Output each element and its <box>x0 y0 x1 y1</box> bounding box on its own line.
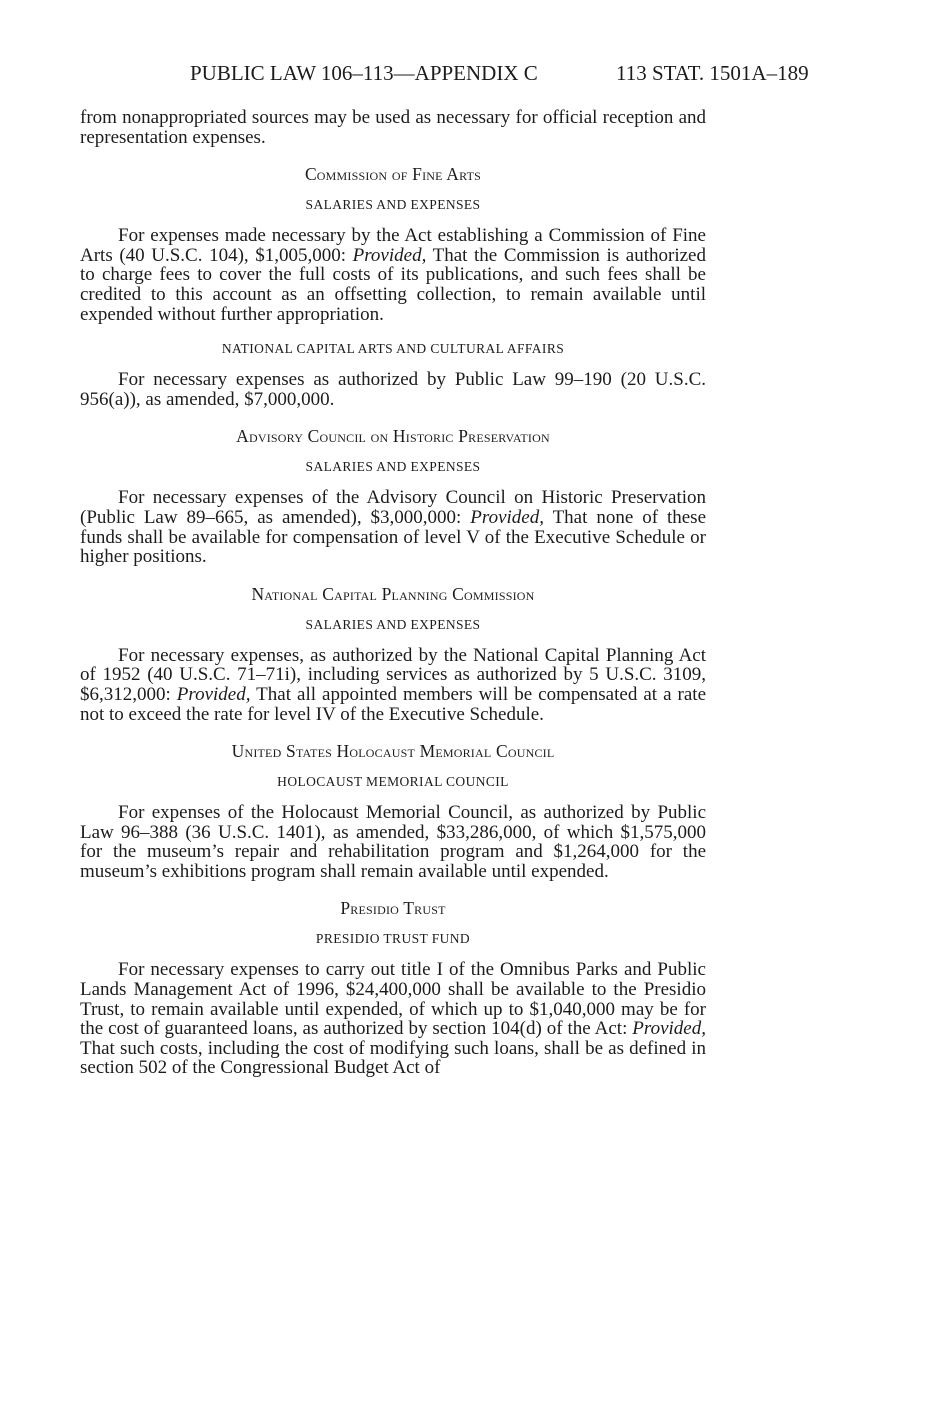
account-heading-holocaust: HOLOCAUST MEMORIAL COUNCIL <box>277 774 509 790</box>
continued-paragraph: from nonappropriated sources may be used as necessary for official reception and representation expenses. <box>80 107 706 148</box>
agency-heading-advisory-council: Advisory Council on Historic Preservation <box>236 426 550 447</box>
paragraph-advisory-council: For necessary expenses of the Advisory Council on Historic Preservation (Public Law 89–665, as amended), $3,000,000: Provided, That none of these funds shall be available for compensation of level V of the Executive Schedule or higher positions. <box>80 487 707 568</box>
agency-heading-fine-arts: Commission of Fine Arts <box>304 164 482 185</box>
agency-heading-ncpc: National Capital Planning Commission <box>251 583 535 604</box>
paragraph-ncaca: For necessary expenses as authorized by Public Law 99–190 (20 U.S.C. 956(a)), as amended, $7,000,000. <box>80 369 706 410</box>
paragraph-ncpc: For necessary expenses, as authorized by the National Capital Planning Act of 1952 (40 U.S.C. 71–71i), including services as authorized by 5 U.S.C. 3109, $6,312,000: Provided, That all appointed members will be compensated at a rate not to exceed the rate for level IV of the Executive Schedule. <box>80 644 706 725</box>
paragraph-presidio: For necessary expenses to carry out title I of the Omnibus Parks and Public Lands Management Act of 1996, $24,400,000 shall be available to the Presidio Trust, to remain available until expended, of which up to $1,040,000 may be for the cost of guaranteed loans, as authorized by section 104(d) of the Act: Provided, That such costs, including the cost of modifying such loans, shall be as defined in section 502 of the Congressional Budget Act of <box>80 959 706 1079</box>
account-heading-presidio: PRESIDIO TRUST FUND <box>315 931 471 947</box>
header-law-title: PUBLIC LAW 106–113—APPENDIX C <box>190 61 538 85</box>
account-heading-ncpc: SALARIES AND EXPENSES <box>305 616 481 632</box>
account-heading-fine-arts: SALARIES AND EXPENSES <box>305 197 481 213</box>
body-column <box>80 108 706 1078</box>
agency-heading-presidio: Presidio Trust <box>340 898 446 919</box>
paragraph-fine-arts: For expenses made necessary by the Act establishing a Commission of Fine Arts (40 U.S.C. 104), $1,005,000: Provided, That the Commission is authorized to charge fees to cover the full costs of its publications, and such fees shall be credited to this account as an offsetting collection, to remain available until expended without further appropriation. <box>80 225 706 325</box>
paragraph-holocaust: For expenses of the Holocaust Memorial Council, as authorized by Public Law 96–388 (36 U.S.C. 1401), as amended, $33,286,000, of which $1,575,000 for the museum’s repair and rehabilitation program and $1,264,000 for the museum’s exhibitions program shall remain available until expended. <box>80 802 706 882</box>
account-heading-advisory-council: SALARIES AND EXPENSES <box>305 459 481 475</box>
header-stat-citation: 113 STAT. 1501A–189 <box>616 61 809 85</box>
account-heading-ncaca: NATIONAL CAPITAL ARTS AND CULTURAL AFFAIRS <box>221 341 565 357</box>
agency-heading-holocaust: United States Holocaust Memorial Council <box>231 741 555 762</box>
